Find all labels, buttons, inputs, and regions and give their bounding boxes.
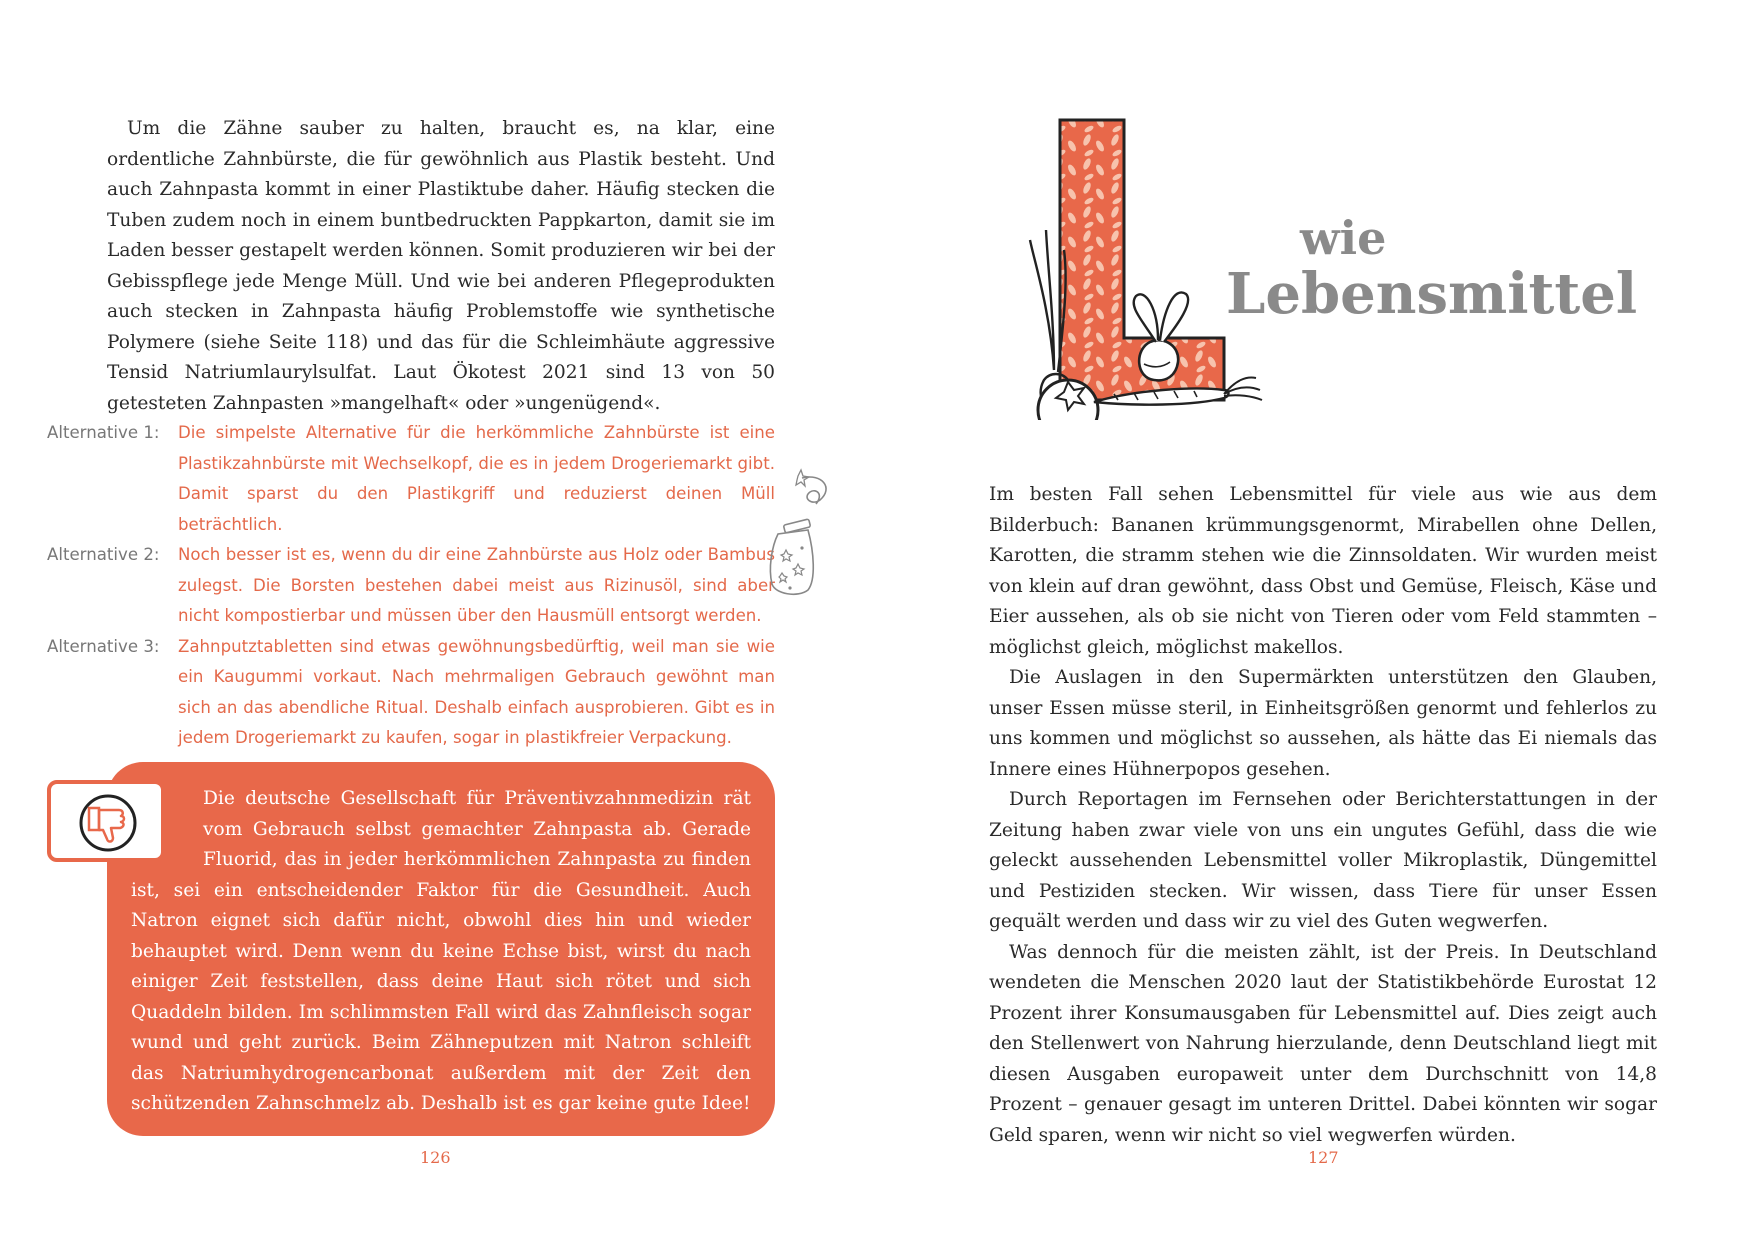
alternative-label: Alternative 2: xyxy=(47,545,160,564)
jar-illustration xyxy=(762,468,834,598)
chapter-letter: L xyxy=(1024,110,1025,111)
chapter-text xyxy=(989,480,1657,1151)
alternative-text: Die simpelste Alternative für die herkömmliche Zahnbürste ist eine Plastikzahnbürste mit Wechselkopf, die es in jedem Drogeriemarkt gibt. Damit sparst du den Plastikgriff und reduzierst deinen Müll beträchtlich. xyxy=(178,423,775,534)
alternative-text: Zahnputztabletten sind etwas gewöhnungsbedürftig, weil man sie wie ein Kaugummi vorkaut. Nach mehrmaligen Gebrauch gewöhnt man sich an das abendliche Ritual. Deshalb einfach ausprobieren. Gibt es in jedem Drogeriemarkt zu kaufen, sogar in plastikfreier Verpackung. xyxy=(178,636,775,747)
chapter-paragraph: Was dennoch für die meisten zählt, ist der Preis. In Deutschland wendeten die Menschen 2020 laut der Statistikbehörde Eurostat 12 Prozent ihrer Konsumausgaben für Lebensmittel auf. Dies zeigt auch den Stellenwert von Nahrung hierzulande, denn Deutschland liegt mit diesen Ausgaben europaweit unter dem Durchschnitt von 14,8 Prozent – genauer gesagt im unteren Drittel. Dabei könnten wir sogar Geld sparen, wenn wir nicht so viel wegwerfen würden. xyxy=(989,941,1657,1146)
callout-text: Die deutsche Gesellschaft für Präventivzahnmedizin rät vom Gebrauch selbst gemachter Zahnpasta ab. Gerade Fluorid, das in jeder herkömmlichen Zahnpasta zu finden ist, sei ein entscheidender Faktor für die Gesundheit. Auch Natron eignet sich dafür nicht, obwohl dies hin und wieder behauptet wird. Denn wenn du keine Echse bist, wirst du nach einiger Zeit feststellen, dass deine Haut sich rötet und sich Quaddeln bilden. Im schlimmsten Fall wird das Zahnfleisch sogar wund und geht zurück. Beim Zähneputzen mit Natron schleift das Natriumhydrogencarbonat außerdem mit der Zeit den schützenden Zahnschmelz ab. Deshalb ist es gar keine gute Idee! xyxy=(131,788,751,1114)
chapter-title xyxy=(1226,210,1638,327)
chapter-paragraph: Die Auslagen in den Supermärkten unterstützen den Glauben, unser Essen müsse steril, in Einheitsgrößen genormt und fehlerlos zu uns kommen und möglichst so aussehen, als hätte das Ei niemals das Innere eines Hühnerpopos gesehen. xyxy=(989,667,1657,780)
chapter-title-small: wie xyxy=(1300,211,1387,265)
thumbs-down-icon xyxy=(75,794,141,852)
intro-text xyxy=(107,114,775,419)
chapter-title-big: Lebensmittel xyxy=(1226,261,1638,327)
alternative-label: Alternative 1: xyxy=(47,423,160,442)
alternative-item xyxy=(47,418,775,540)
alternative-item xyxy=(47,540,775,632)
right-page xyxy=(874,0,1748,1240)
page-number: 127 xyxy=(1308,1148,1339,1167)
alternative-item xyxy=(47,632,775,754)
page-number: 126 xyxy=(420,1148,451,1167)
alternatives-list xyxy=(47,418,775,754)
alternative-text: Noch besser ist es, wenn du dir eine Zahnbürste aus Holz oder Bambus zulegst. Die Borsten bestehen dabei meist aus Rizinusöl, sind aber nicht kompostierbar und müssen über den Hausmüll entsorgt werden. xyxy=(178,545,775,625)
warning-callout xyxy=(107,762,775,1136)
intro-paragraph: Um die Zähne sauber zu halten, braucht es, na klar, eine ordentliche Zahnbürste, die für gewöhnlich aus Plastik besteht. Und auch Zahnpasta kommt in einer Plastiktube daher. Häufig stecken die Tuben zudem noch in einem buntbedruckten Pappkarton, damit sie im Laden besser gestapelt werden können. Somit produzieren wir bei der Gebisspflege jede Menge Müll. Und wie bei anderen Pflegeprodukten auch stecken in Zahnpasta häufig Problemstoffe wie synthetische Polymere (siehe Seite 118) und das für die Schleimhäute aggressive Tensid Natriumlaurylsulfat. Laut Ökotest 2021 sind 13 von 50 getesteten Zahnpasten »mangelhaft« oder »ungenügend«. xyxy=(107,118,775,414)
callout-badge xyxy=(47,780,165,862)
alternative-label: Alternative 3: xyxy=(47,636,160,656)
chapter-paragraph: Durch Reportagen im Fernsehen oder Berichterstattungen in der Zeitung haben zwar viele von uns ein ungutes Gefühl, dass die wie geleckt aussehenden Lebensmittel voller Mikroplastik, Düngemittel und Pestiziden stecken. Wir wissen, dass Tiere für unser Essen gequält werden und dass wir zu viel des Guten wegwerfen. xyxy=(989,789,1657,932)
chapter-paragraph: Im besten Fall sehen Lebensmittel für viele aus wie aus dem Bilderbuch: Bananen krümmungsgenormt, Mirabellen ohne Dellen, Karotten, die stramm stehen wie die Zinnsoldaten. Wir wurden meist von klein auf dran gewöhnt, dass Obst und Gemüse, Fleisch, Käse und Eier aussehen, als ob sie nicht von Tieren oder vom Feld stammten – möglichst gleich, möglichst makellos. xyxy=(989,484,1657,658)
